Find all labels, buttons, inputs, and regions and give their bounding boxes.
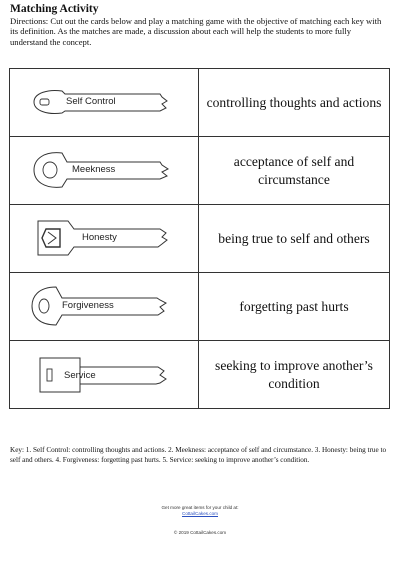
key-card[interactable] — [10, 273, 199, 341]
definition-card[interactable]: controlling thoughts and actions — [199, 69, 390, 137]
matching-cards-table — [9, 68, 390, 409]
key-label: Forgiveness — [62, 300, 114, 311]
key-card[interactable] — [10, 205, 199, 273]
definition-card[interactable]: seeking to improve another’s condition — [199, 341, 390, 409]
key-label: Honesty — [82, 232, 117, 243]
directions-text: Directions: Cut out the cards below and play a matching game with the objective of matching each key with its definition. As the matches are made, a discussion about each will help the students to more fully understand the concept. — [10, 16, 382, 47]
card-row — [10, 273, 390, 341]
footer-copyright: © 2019 CottailCakes.com — [173, 530, 227, 535]
key-label: Self Control — [66, 96, 116, 107]
key-card[interactable] — [10, 69, 199, 137]
definition-card[interactable]: acceptance of self and circumstance — [199, 137, 390, 205]
key-card[interactable] — [10, 137, 199, 205]
key-label: Service — [64, 370, 96, 381]
card-row — [10, 137, 390, 205]
key-square-head-icon — [10, 341, 198, 408]
page-title: Matching Activity — [10, 3, 99, 15]
card-row — [10, 205, 390, 273]
card-row — [10, 69, 390, 137]
key-card[interactable] — [10, 341, 199, 409]
footer-link-wrap — [0, 511, 400, 517]
footer-link[interactable]: CottailCakes.com — [182, 511, 218, 516]
footer-promo: Get more great items for your child at: — [161, 505, 239, 510]
answer-key-text: Key: 1. Self Control: controlling thoughts and actions. 2. Meekness: acceptance of self and circumstance. 3. Honesty: being true to self and others. 4. Forgiveness: forgetting past hurts. 5. Service: seeking to improve another’s condition. — [10, 446, 387, 464]
card-row — [10, 341, 390, 409]
definition-card[interactable]: forgetting past hurts — [199, 273, 390, 341]
key-label: Meekness — [72, 164, 116, 175]
definition-card[interactable]: being true to self and others — [199, 205, 390, 273]
